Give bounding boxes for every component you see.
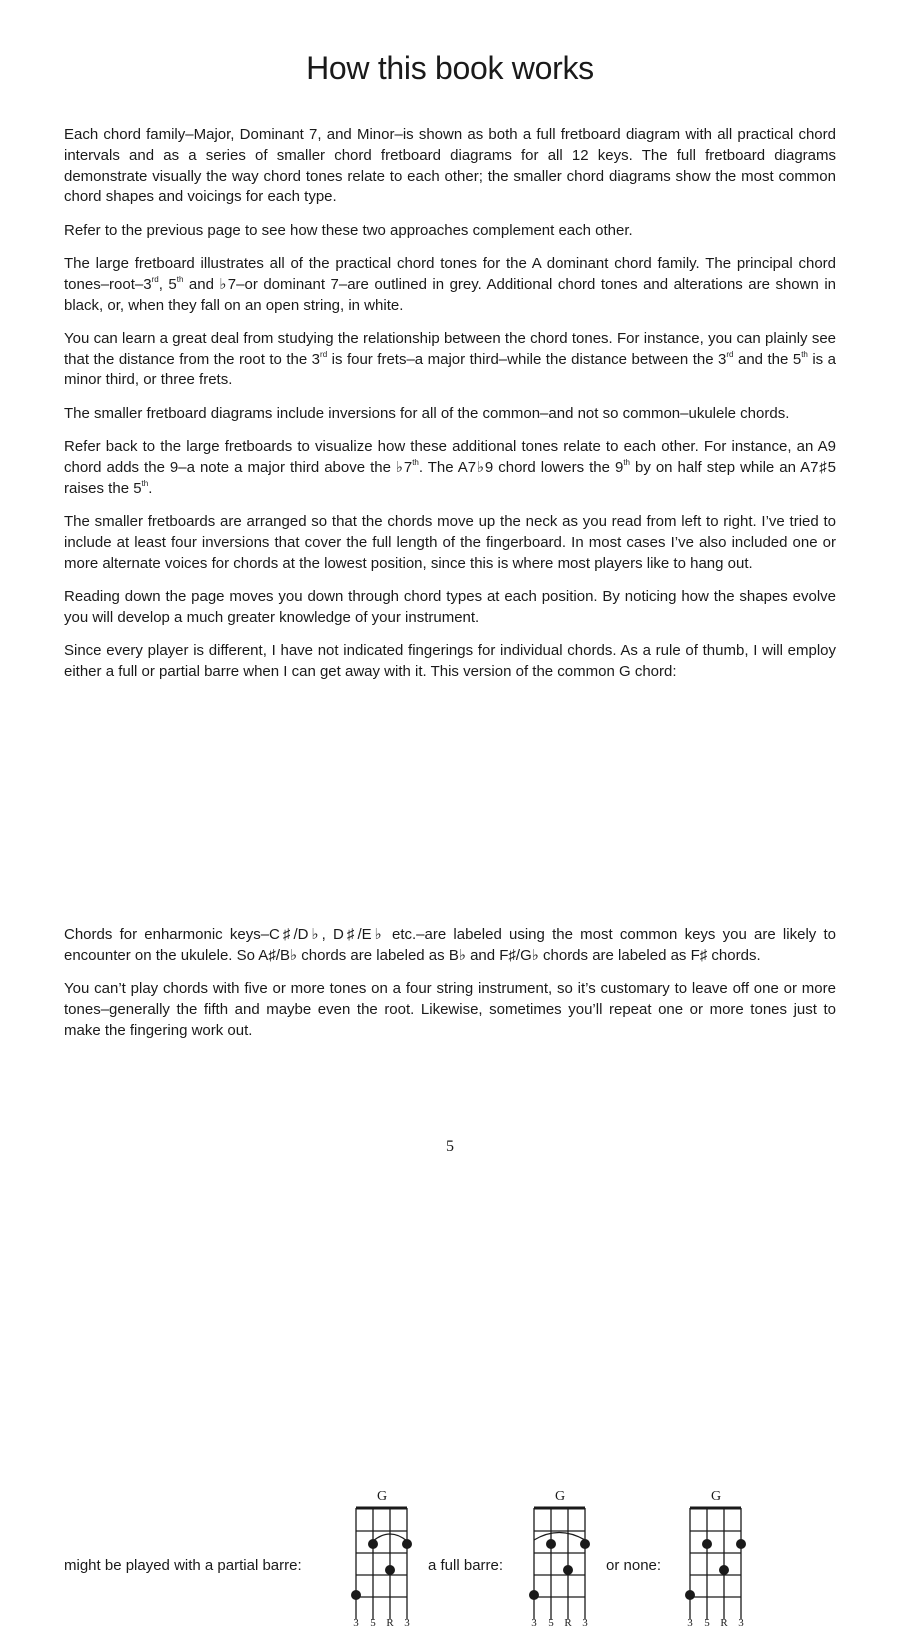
chord-diagram-g-full-barre xyxy=(523,1485,599,1629)
chord-tone-label: 5 xyxy=(548,1617,554,1629)
chord-tone-label: 3 xyxy=(353,1617,359,1629)
finger-dot xyxy=(385,1565,395,1575)
finger-dot xyxy=(736,1539,746,1549)
chord-tone-label: 3 xyxy=(738,1617,744,1629)
chord-tone-label: 3 xyxy=(582,1617,588,1629)
paragraph: Chords for enharmonic keys–C♯/D♭, D♯/E♭ etc.–are labeled using the most common keys you are likely to encounter on the ukulele. So A♯/B♭ chords are labeled as B♭ and F♯/G♭ chords are labeled as F♯ chords. xyxy=(64,926,836,964)
chord-tone-label: 3 xyxy=(531,1617,537,1629)
paragraph: The smaller fretboards are arranged so that the chords move up the neck as you read from left to right. I’ve tried to include at least four inversions that cover the full length of the fingerboard. In most cases I’ve also included one or more alternate voices for chords at the lowest position, since this is where most players like to hang out. xyxy=(64,512,836,572)
chord-diagram-g-no-barre xyxy=(679,1485,755,1629)
finger-dot xyxy=(546,1539,556,1549)
page-number: 5 xyxy=(446,1138,454,1155)
no-barre-label: or none: xyxy=(606,1557,662,1574)
body-text-bottom xyxy=(64,925,836,1054)
chord-tone-label: R xyxy=(386,1617,394,1629)
finger-dot xyxy=(685,1590,695,1600)
paragraph: Reading down the page moves you down through chord types at each position. By noticing how the shapes evolve you will develop a much greater knowledge of your instrument. xyxy=(64,587,836,626)
paragraph: You can learn a great deal from studying the relationship between the chord tones. For instance, you can plainly see that the distance from the root to the 3rd is four frets–a major third–while the distance between the 3rd and the 5th is a minor third, or three frets. xyxy=(64,329,837,389)
paragraph: The smaller fretboard diagrams include inversions for all of the common–and not so common–ukulele chords. xyxy=(64,404,790,422)
chord-tone-label: 5 xyxy=(370,1617,376,1629)
finger-dot xyxy=(719,1565,729,1575)
chord-tone-label: R xyxy=(564,1617,572,1629)
finger-dot xyxy=(580,1539,590,1549)
paragraph: Refer to the previous page to see how these two approaches complement each other. xyxy=(64,221,633,239)
finger-dot xyxy=(563,1565,573,1575)
finger-dot xyxy=(702,1539,712,1549)
finger-dot xyxy=(351,1590,361,1600)
full-barre-label: a full barre: xyxy=(428,1557,504,1574)
chord-name: G xyxy=(554,1489,566,1504)
paragraph: The large fretboard illustrates all of the practical chord tones for the A dominant chord family. The principal chord tones–root–3rd, 5th and ♭7–or dominant 7–are outlined in grey. Additional chord tones and alterations are shown in black, or, when they fall on an open string, in white. xyxy=(64,254,836,314)
finger-dot xyxy=(402,1539,412,1549)
body-text-top xyxy=(64,125,836,695)
chord-tone-label: 3 xyxy=(687,1617,693,1629)
paragraph: Refer back to the large fretboards to visualize how these additional tones relate to each other. For instance, an A9 chord adds the 9–a note a major third above the ♭7th. The A7♭9 chord lowers the 9th by on half step while an A7♯5 raises the 5th. xyxy=(64,438,836,497)
chord-diagram-g-partial-barre xyxy=(345,1485,421,1629)
paragraph: You can’t play chords with five or more tones on a four string instrument, so it’s customary to leave off one or more tones–generally the fifth and maybe even the root. Likewise, sometimes you’ll repeat one or more tones just to make the fingering work out. xyxy=(64,980,836,1039)
chord-name: G xyxy=(710,1489,722,1504)
finger-dot xyxy=(529,1590,539,1600)
paragraph: Since every player is different, I have not indicated fingerings for individual chords. As a rule of thumb, I will employ either a full or partial barre when I can get away with it. This version of the common G chord: xyxy=(64,641,836,680)
chord-tone-label: 3 xyxy=(404,1617,410,1629)
chord-name: G xyxy=(376,1489,388,1504)
chord-tone-label: R xyxy=(720,1617,728,1629)
partial-barre-label: might be played with a partial barre: xyxy=(64,1557,302,1574)
chord-tone-label: 5 xyxy=(704,1617,710,1629)
full-barre-arc xyxy=(534,1533,585,1541)
paragraph: Each chord family–Major, Dominant 7, and Minor–is shown as both a full fretboard diagram with all practical chord intervals and as a series of smaller chord fretboard diagrams for all 12 keys. The full fretboard diagrams demonstrate visually the way chord tones relate to each other; the smaller chord diagrams show the most common chord shapes and voicings for each type. xyxy=(64,126,836,206)
page-title: How this book works xyxy=(306,50,594,86)
finger-dot xyxy=(368,1539,378,1549)
